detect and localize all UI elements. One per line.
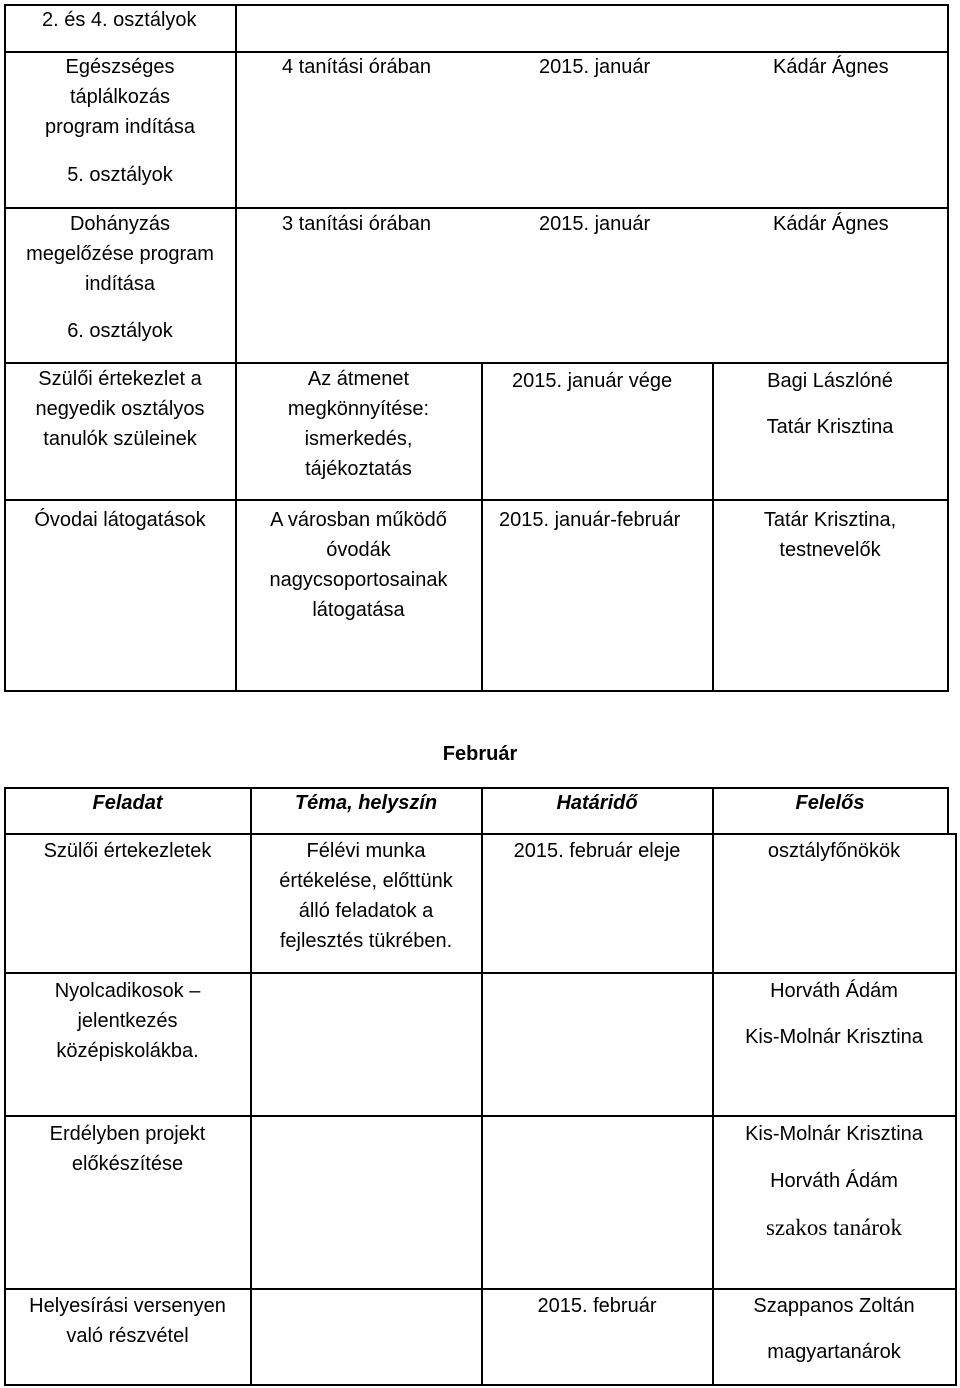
column-header-responsible: Felelős: [795, 792, 865, 814]
topic-cell: A városban működő óvodák nagycsoportosainak látogatása: [269, 509, 448, 621]
responsible-cell: Tatár Krisztina, testnevelők: [763, 509, 897, 561]
task-cell: Helyesírási versenyen való részvétel: [29, 1295, 226, 1347]
table-border: [955, 833, 957, 1386]
responsible-cell: szakos tanárok: [765, 1215, 903, 1240]
row-group-label: 6. osztályok: [67, 320, 173, 342]
responsible-cell: Tatár Krisztina: [766, 416, 894, 438]
task-cell: Dohányzás megelőzése program indítása: [26, 213, 214, 295]
task-cell: Szülői értekezlet a negyedik osztályos tanulók szüleinek: [35, 368, 205, 450]
row-group-label: 5. osztályok: [67, 164, 173, 186]
task-cell: Egészséges táplálkozás program indítása: [44, 56, 196, 138]
table-border: [947, 787, 949, 835]
row-group-label: 2. és 4. osztályok: [42, 9, 197, 31]
deadline-cell: 2015. február: [537, 1295, 657, 1317]
topic-cell: 4 tanítási órában: [282, 56, 431, 78]
column-header-topic: Téma, helyszín: [294, 792, 438, 814]
table-border: [4, 690, 949, 692]
column-header-deadline: Határidő: [556, 792, 638, 814]
responsible-cell: osztályfőnökök: [767, 840, 901, 862]
responsible-cell: Kádár Ágnes: [773, 213, 889, 235]
task-cell: Szülői értekezletek: [43, 840, 212, 862]
table-border: [947, 4, 949, 692]
responsible-cell: Kádár Ágnes: [773, 56, 889, 78]
table-border: [4, 499, 949, 501]
table-border: [481, 362, 483, 692]
deadline-cell: 2015. január vége: [512, 370, 673, 392]
column-header-task: Feladat: [92, 792, 163, 814]
responsible-cell: Horváth Ádám: [770, 980, 898, 1002]
topic-cell: Az átmenet megkönnyítése: ismerkedés, tájékoztatás: [287, 368, 430, 480]
deadline-cell: 2015. január: [539, 213, 651, 235]
topic-cell: 3 tanítási órában: [282, 213, 431, 235]
responsible-cell: Kis-Molnár Krisztina: [745, 1026, 923, 1048]
responsible-cell: magyartanárok: [767, 1341, 901, 1363]
task-cell: Óvodai látogatások: [34, 509, 206, 531]
task-cell: Nyolcadikosok – jelentkezés középiskolákba.: [54, 980, 201, 1062]
deadline-cell: 2015. január: [539, 56, 651, 78]
topic-cell: Félévi munka értékelése, előttünk álló feladatok a fejlesztés tükrében.: [279, 840, 453, 952]
deadline-cell: 2015. január-február: [499, 509, 681, 531]
responsible-cell: Szappanos Zoltán: [753, 1295, 915, 1317]
task-cell: Erdélyben projekt előkészítése: [49, 1123, 206, 1175]
deadline-cell: 2015. február eleje: [513, 840, 681, 862]
section-title: Február: [442, 743, 518, 765]
responsible-cell: Bagi Lászlóné: [767, 370, 893, 392]
responsible-cell: Kis-Molnár Krisztina: [745, 1123, 923, 1145]
responsible-cell: Horváth Ádám: [770, 1170, 898, 1192]
